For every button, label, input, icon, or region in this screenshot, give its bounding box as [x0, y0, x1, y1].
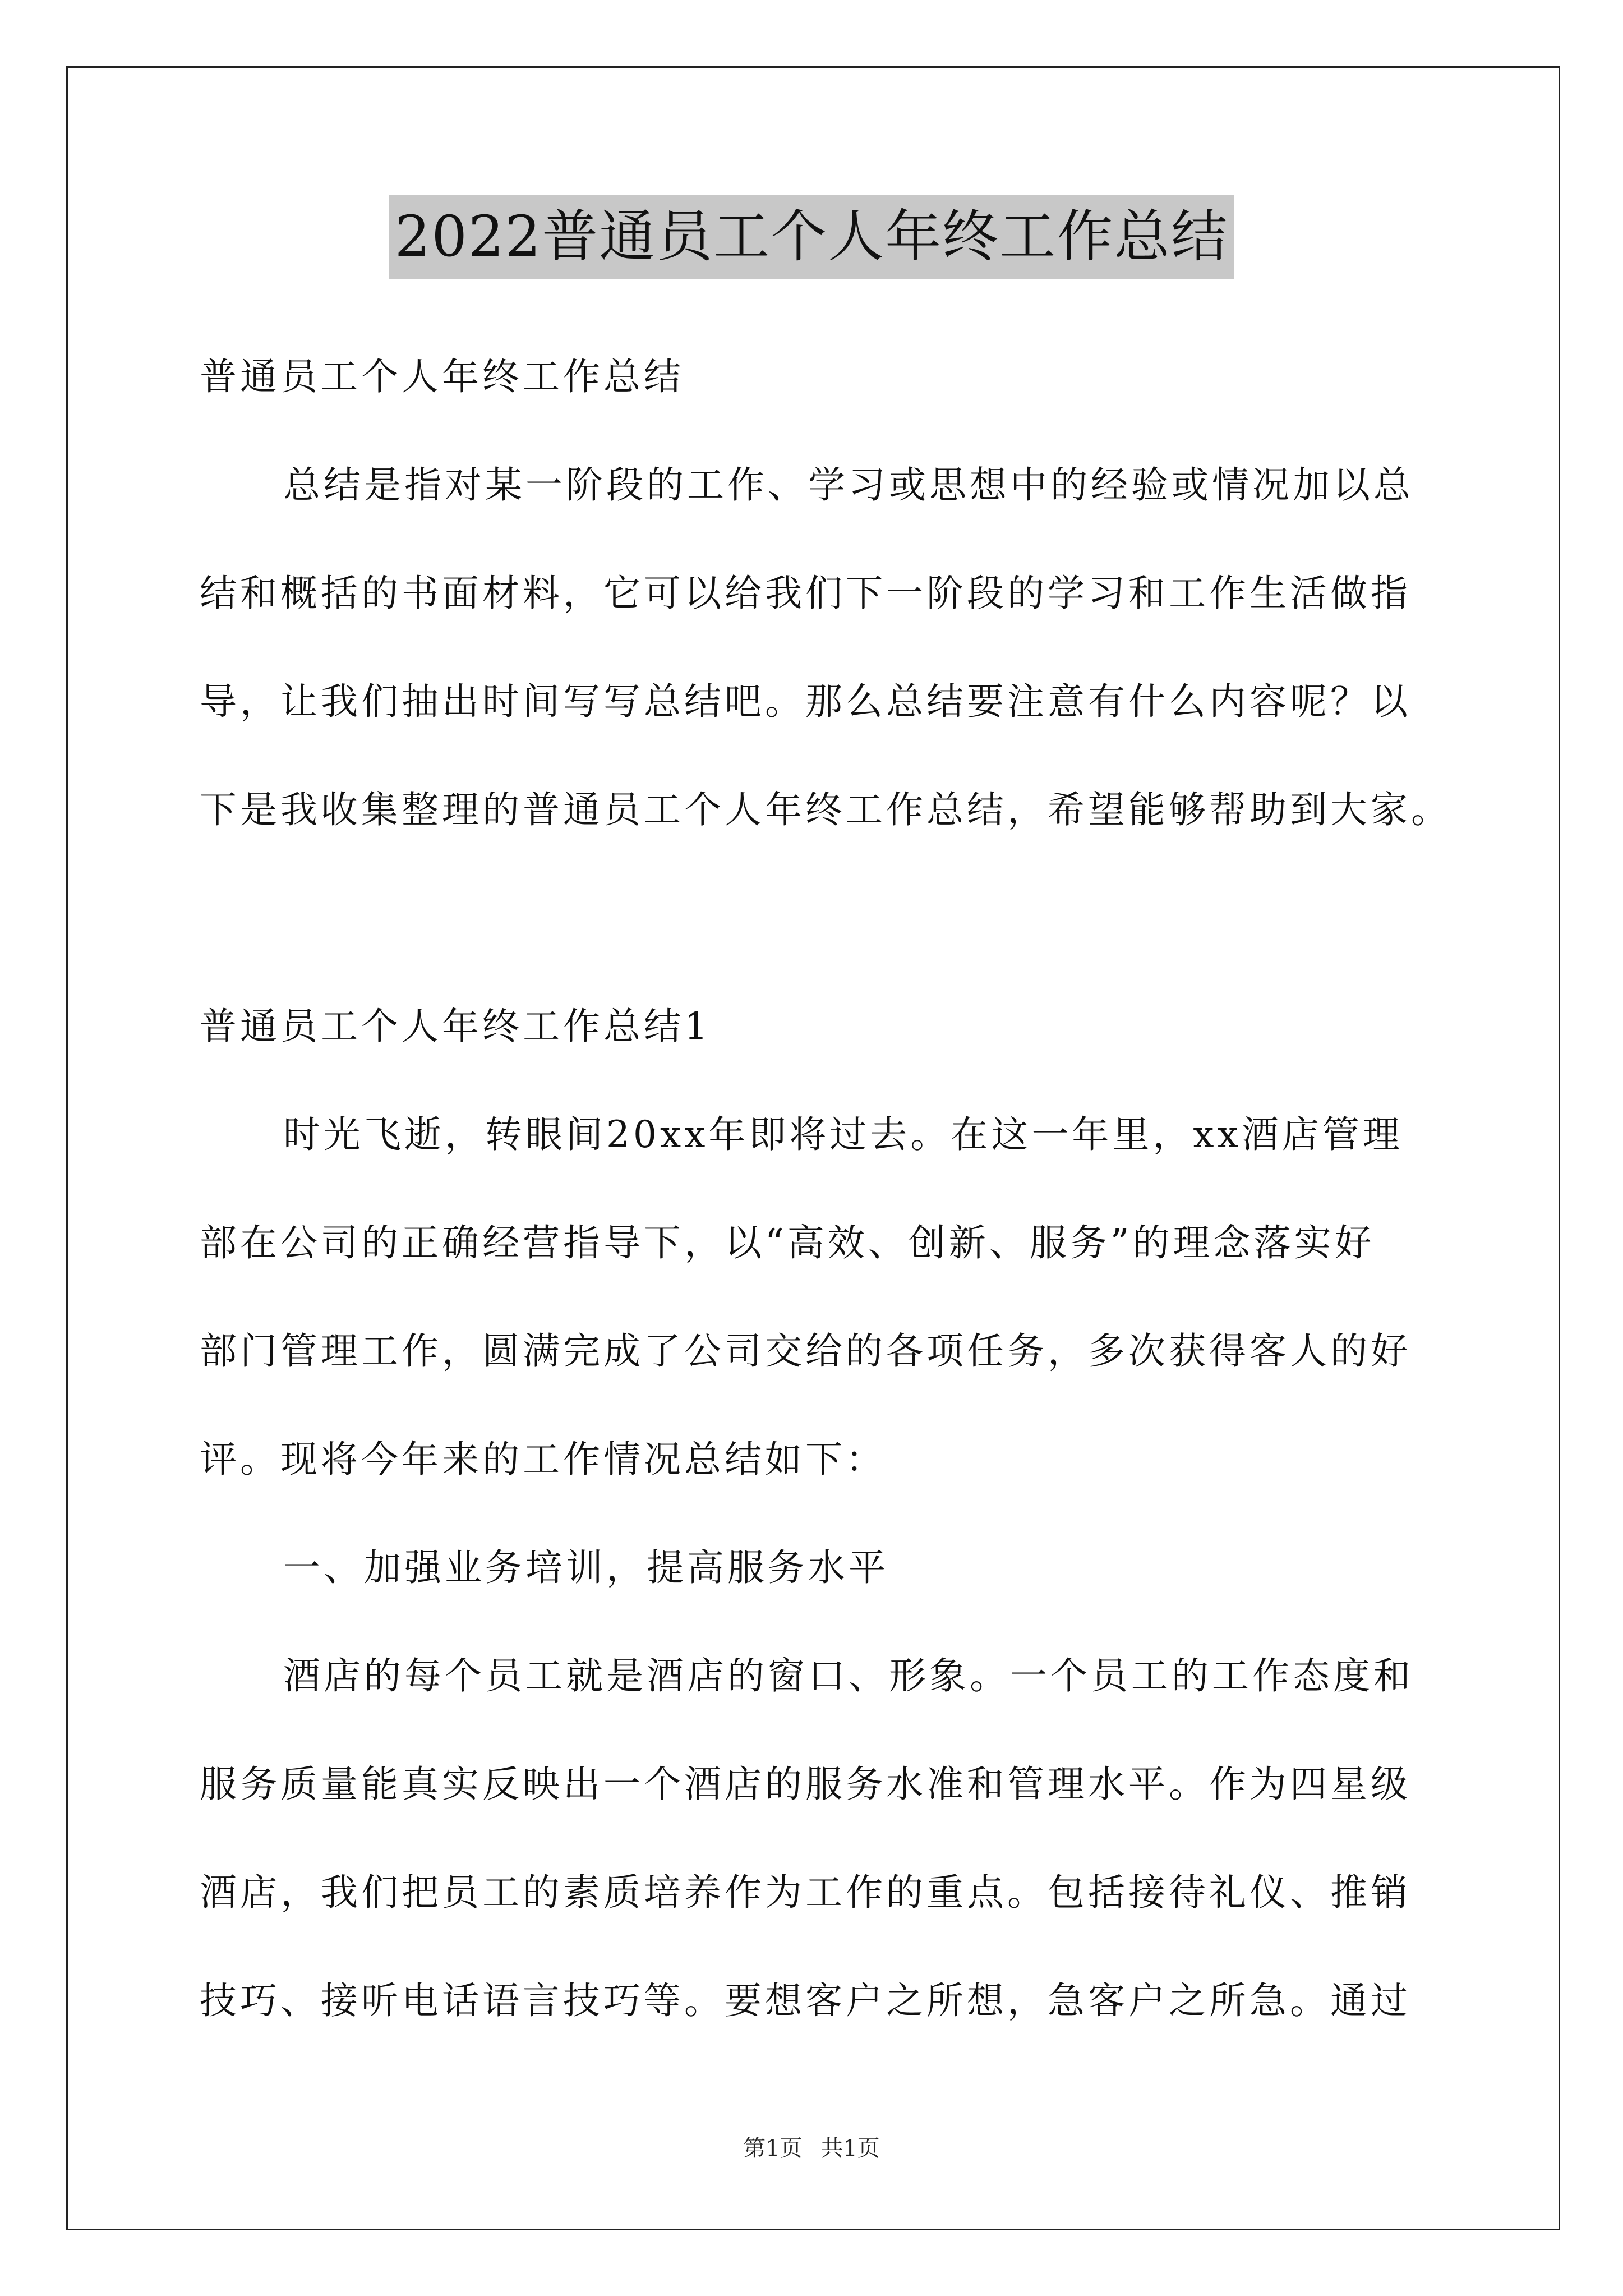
- section-heading: 普通员工个人年终工作总结1: [200, 1005, 711, 1048]
- page-number-total: 共1页: [820, 2136, 880, 2161]
- paragraph-line: 部在公司的正确经营指导下，以“高效、创新、服务”的理念落实好: [200, 1221, 1375, 1264]
- paragraph-line: 总结是指对某一阶段的工作、学习或思想中的经验或情况加以总: [283, 463, 1414, 507]
- paragraph-line: 技巧、接听电话语言技巧等。要想客户之所想，急客户之所急。通过: [200, 1979, 1411, 2022]
- paragraph-line: 服务质量能真实反映出一个酒店的服务水准和管理水平。作为四星级: [200, 1763, 1411, 1806]
- paragraph-line: 导，让我们抽出时间写写总结吧。那么总结要注意有什么内容呢？以: [200, 680, 1411, 723]
- section-heading: 普通员工个人年终工作总结: [200, 355, 684, 398]
- paragraph-line: 时光飞逝，转眼间20xx年即将过去。在这一年里，xx酒店管理: [283, 1113, 1403, 1156]
- page-number-current: 第1页: [743, 2136, 803, 2161]
- paragraph-line: 酒店，我们把员工的素质培养作为工作的重点。包括接待礼仪、推销: [200, 1871, 1411, 1914]
- paragraph-line: 酒店的每个员工就是酒店的窗口、形象。一个员工的工作态度和: [283, 1654, 1414, 1697]
- title-wrap: [0, 195, 1623, 279]
- subsection-heading: 一、加强业务培训，提高服务水平: [283, 1546, 889, 1589]
- document-title: 2022普通员工个人年终工作总结: [389, 195, 1234, 279]
- paragraph-line: 结和概括的书面材料，它可以给我们下一阶段的学习和工作生活做指: [200, 572, 1411, 615]
- page-footer: [0, 2132, 1623, 2165]
- paragraph-line: 评。现将今年来的工作情况总结如下：: [200, 1438, 886, 1481]
- paragraph-line: 部门管理工作，圆满完成了公司交给的各项任务，多次获得客人的好: [200, 1329, 1411, 1373]
- paragraph-line: 下是我收集整理的普通员工个人年终工作总结，希望能够帮助到大家。: [200, 788, 1451, 831]
